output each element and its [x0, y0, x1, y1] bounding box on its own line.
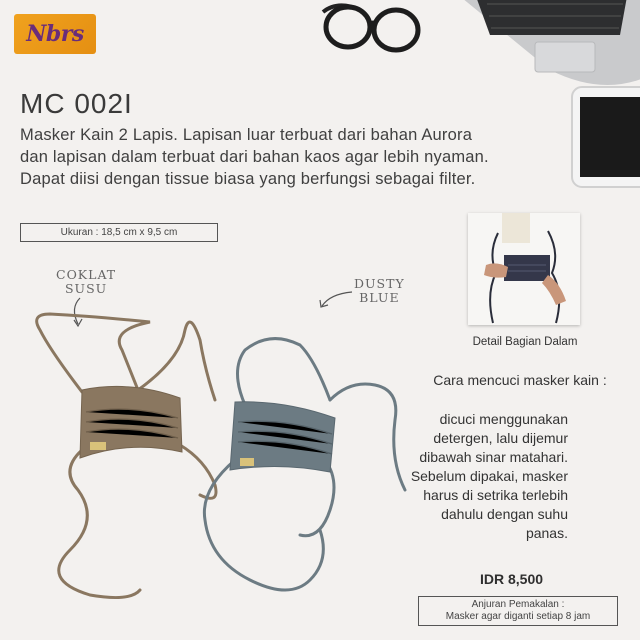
- wash-line: dicuci menggunakan: [439, 411, 568, 427]
- usage-note: [418, 596, 618, 626]
- wash-line: panas.: [525, 525, 568, 541]
- arrow-icon: [74, 298, 80, 324]
- usage-note-line1: Anjuran Pemakalan :: [471, 599, 565, 610]
- size-badge: Ukuran : 18,5 cm x 9,5 cm: [20, 223, 218, 242]
- color-label-dusty-line2: BLUE: [359, 290, 400, 305]
- wash-line: harus di setrika terlebih: [423, 487, 568, 503]
- color-label-coklat-line2: SUSU: [64, 281, 108, 296]
- color-label-coklat-line1: COKLAT: [56, 267, 117, 282]
- tablet-icon: [570, 85, 640, 190]
- detail-photo: [468, 213, 580, 325]
- price: IDR 8,500: [480, 571, 544, 587]
- wash-line: Sebelum dipakai, masker: [410, 468, 568, 484]
- logo-text: Nbrs: [26, 21, 84, 47]
- color-label-dusty-line1: DUSTY: [354, 276, 405, 291]
- masks-illustration: [30, 290, 430, 620]
- arrow-icon: [322, 292, 352, 306]
- usage-note-line2: Masker agar diganti setiap 8 jam: [445, 611, 591, 622]
- wash-title: Cara mencuci masker kain :: [433, 372, 607, 388]
- detail-label: Detail Bagian Dalam: [472, 336, 578, 348]
- wash-line: dahulu dengan suhu: [441, 506, 568, 522]
- product-description: Masker Kain 2 Lapis. Lapisan luar terbuat dari bahan Aurora dan lapisan dalam terbuat dari bahan kaos agar lebih nyaman. Dapat diisi dengan tissue biasa yang berfungsi sebagai filter.: [20, 126, 489, 188]
- glasses-icon: [318, 0, 428, 62]
- wash-line: detergen, lalu dijemur: [433, 430, 568, 446]
- brand-logo: [14, 14, 96, 54]
- wash-line: dibawah sinar matahari.: [419, 449, 568, 465]
- wash-instructions: [408, 410, 568, 543]
- product-code: MC 002I: [20, 88, 133, 119]
